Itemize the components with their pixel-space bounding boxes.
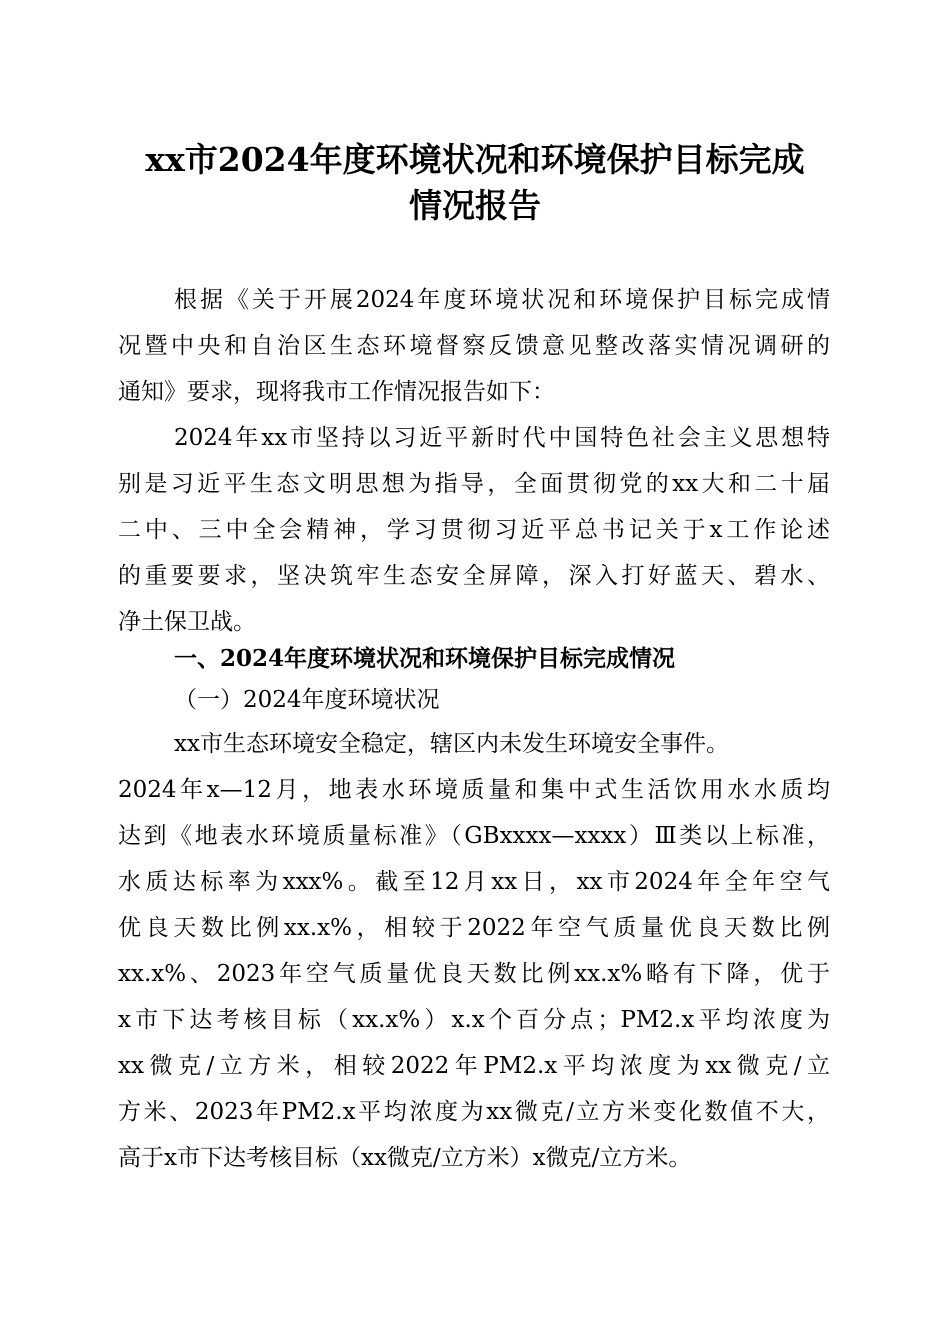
text-line: 况暨中央和自治区生态环境督察反馈意见整改落实情况调研的 [118,333,830,359]
text-line: 高于x市下达考核目标（xx微克/立方米）x微克/立方米。 [118,1145,692,1171]
text-line: xx.x%、2023年空气质量优良天数比例xx.x%略有下降，优于 [118,961,830,987]
subsection-heading: （一）2024年度环境状况 [174,687,440,713]
text-line: 达到《地表水环境质量标准》（GBxxxx—xxxx）Ⅲ类以上标准， [118,823,830,849]
text-line: xx市生态环境安全稳定，辖区内未发生环境安全事件。 [174,731,729,757]
paragraph-environment-status [118,721,830,1181]
text-line: 的重要要求，坚决筑牢生态安全屏障，深入打好蓝天、碧水、 [118,563,830,589]
paragraph-summary [118,415,830,645]
text-line: 2024年xx市坚持以习近平新时代中国特色社会主义思想特 [174,425,830,451]
text-line: 方米、2023年PM2.x平均浓度为xx微克/立方米变化数值不大， [118,1099,830,1125]
section-heading: 一、2024年度环境状况和环境保护目标完成情况 [174,645,676,672]
text-line: 净土保卫战。 [118,609,256,635]
text-line: 根据《关于开展2024年度环境状况和环境保护目标完成情 [174,287,830,313]
text-line: 别是习近平生态文明思想为指导，全面贯彻党的xx大和二十届 [118,471,830,497]
text-line: 通知》要求，现将我市工作情况报告如下： [118,379,555,405]
text-line: 二中、三中全会精神，学习贯彻习近平总书记关于x工作论述 [118,517,830,543]
title-line: xx市2024年度环境状况和环境保护目标完成 [145,140,805,179]
document-title [0,137,950,229]
text-line: 水质达标率为xxx%。截至12月xx日，xx市2024年全年空气 [118,869,830,895]
title-line: 情况报告 [409,186,541,225]
text-line: 2024年x—12月，地表水环境质量和集中式生活饮用水水质均 [118,777,830,803]
text-line: x市下达考核目标（xx.x%）x.x个百分点；PM2.x平均浓度为 [118,1007,830,1033]
document-body [118,277,830,1181]
text-line: 优良天数比例xx.x%，相较于2022年空气质量优良天数比例 [118,915,830,941]
text-line: xx微克/立方米，相较2022年PM2.x平均浓度为xx微克/立 [118,1053,830,1079]
paragraph-intro [118,277,830,415]
